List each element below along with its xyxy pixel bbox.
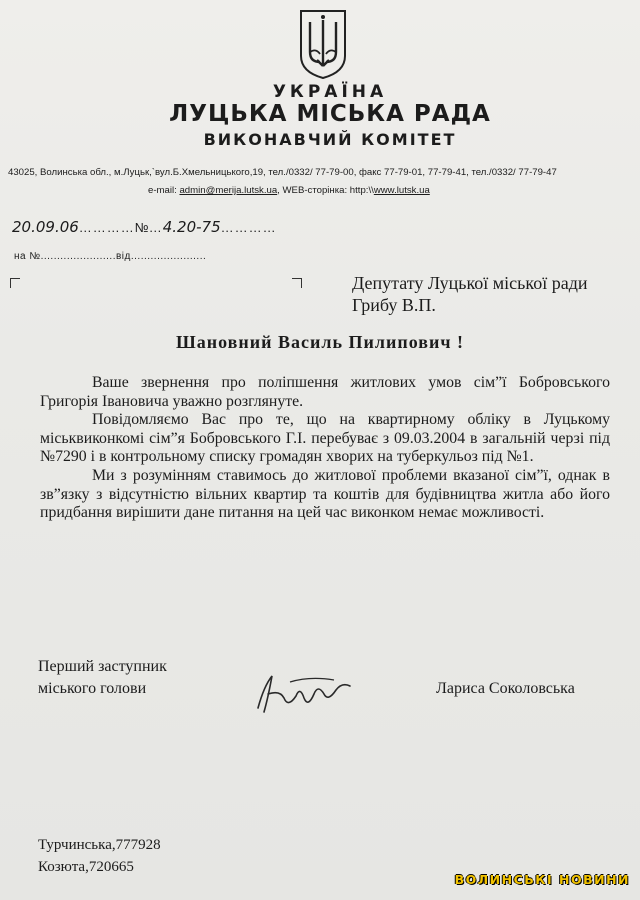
handwritten-signature [250,668,360,716]
signatory-title [38,656,167,700]
reg-number: 4.20-75 [162,218,221,236]
web-label: , WEB-сторінка: http:\\ [277,185,374,196]
contact-address-phones: 43025, Волинська обл., м.Луцьк,`вул.Б.Хмельницького,19, тел./0332/ 77-79-00, факс 77-79-01, 77-79-41, тел./0332/ 77-79-47 [8,167,557,178]
executors-block [38,834,161,878]
email-label: e-mail: [148,185,180,196]
council-name: ЛУЦЬКА МІСЬКА РАДА [169,101,491,127]
committee-name: ВИКОНАВЧИЙ КОМІТЕТ [203,130,457,149]
contact-email-web [148,185,430,196]
country-name: УКРАЇНА [272,82,388,102]
reg-date: 20.09.06 [12,218,79,236]
signatory-title-line-2: міського голови [38,680,147,697]
watermark-logo: ВОЛИНСЬКІ НОВИНИ [454,872,630,887]
paragraph: Ми з розумінням ставимось до житлової проблеми вказаної сім”ї, однак в зв”язку з відсутністю вільних квартир та коштів для будівництва житла або його придбання вирішити дане питання на цей час виконком немає можливості. [40,466,610,522]
executor-line-2: Козюта,720665 [38,859,134,875]
addressee-line-2: Грибу В.П. [352,295,436,315]
address-field-corner-right [292,278,302,288]
executor-line-1: Турчинська,777928 [38,837,161,853]
paragraph: Повідомляємо Вас про те, що на квартирному обліку в Луцькому міськвиконкомі сім”я Бобровського Г.І. перебуває з 09.03.2004 в загальній черзі під №7290 і в контрольному списку громадян хворих на туберкульоз під №1. [40,411,610,466]
addressee-block [352,272,588,316]
signatory-title-line-1: Перший заступник [38,658,167,675]
paragraph: Ваше звернення про поліпшення житлових умов сім”ї Бобровського Григорія Івановича уважно розглянуте. [40,374,610,410]
reply-reference-line: на №.......................від....................... [14,251,207,262]
registration-line: 20.09.06…………№…4.20-75………… [12,218,277,236]
letter-body [40,374,610,523]
addressee-line-1: Депутату Луцької міської ради [352,273,588,293]
reg-no-label: № [134,220,149,235]
address-field-corner-left [10,278,20,288]
email-link[interactable]: admin@merija.lutsk.ua [179,185,278,196]
signatory-name: Лариса Соколовська [436,680,575,697]
coat-of-arms-icon [298,8,348,80]
web-link[interactable]: www.lutsk.ua [373,185,430,196]
salutation: Шановний Василь Пилипович ! [175,332,464,352]
